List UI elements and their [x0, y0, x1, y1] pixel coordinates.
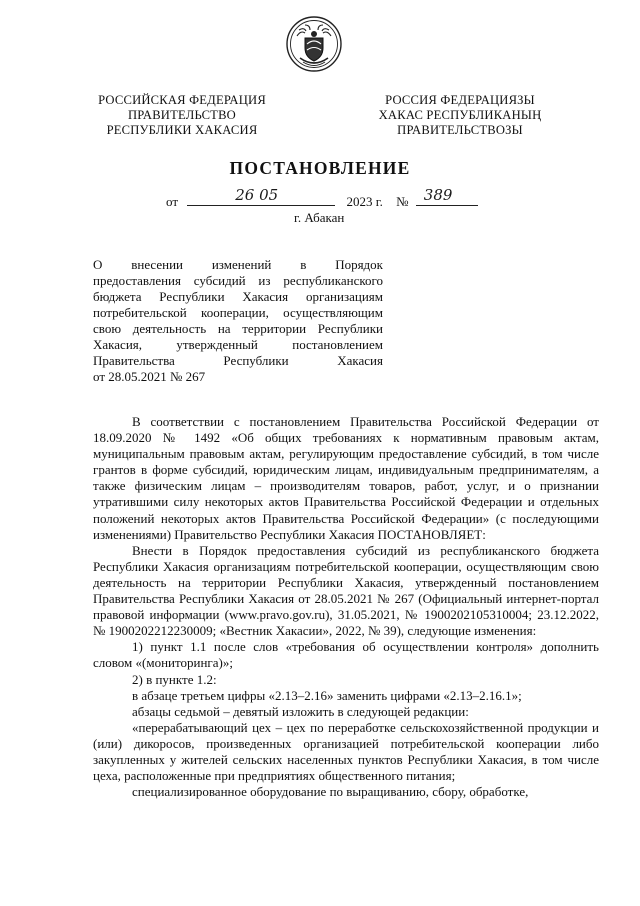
subject-line: Правительства Республики Хакасия [93, 353, 383, 368]
header-right-line: ХАКАС РЕСПУБЛИКАНЫҢ [378, 108, 542, 122]
date-number-line [166, 186, 478, 210]
number-field [416, 186, 478, 206]
handwritten-date: 26 05 [235, 186, 279, 204]
body-paragraph: специализированное оборудование по выращиванию, сбору, обработке, [132, 784, 529, 800]
header-right-block [362, 93, 558, 138]
body-paragraph: В соответствии с постановлением Правительства Российской Федерации от 18.09.2020 № 1492 «Об общих требованиях к нормативным правовым актам, муниципальным правовым актам, регулирующим предоставление субсидий, в том числе грантов в форме субсидий, юридическим лицам, индивидуальным предпринимателям, а также физическим лицам – производителям товаров, работ, услуг, и о признании утратившими силу некоторых актов Правительства Российской Федерации и отдельных положений некоторых актов Правительства Российской Федерации» (с последующими изменениями) Правительство Республики Хакасия ПОСТАНОВЛЯЕТ: [93, 414, 599, 542]
number-sign: № [396, 194, 409, 209]
body-paragraph: 1) пункт 1.1 после слов «требования об осуществлении контроля» дополнить словом «(мониторинга)»; [93, 639, 599, 671]
document-body [93, 414, 599, 800]
subject-line: бюджета Республики Хакасия организациям [93, 289, 383, 304]
header-right-line: ПРАВИТЕЛЬСТВОЗЫ [397, 123, 523, 137]
date-prefix: от [166, 194, 179, 209]
document-year: 2023 г. [346, 194, 383, 209]
header-left-line: РОССИЙСКАЯ ФЕДЕРАЦИЯ [98, 93, 266, 107]
body-paragraph: 2) в пункте 1.2: [132, 671, 217, 687]
subject-block [93, 257, 383, 385]
subject-line: О внесении изменений в Порядок [93, 257, 383, 272]
handwritten-number: 389 [423, 186, 453, 204]
document-title: ПОСТАНОВЛЕНИЕ [229, 158, 411, 178]
subject-line: потребительской кооперации, осуществляющим [93, 305, 383, 320]
header-right-line: РОССИЯ ФЕДЕРАЦИЯЗЫ [385, 93, 535, 107]
subject-line: предоставления субсидий из республиканского [93, 273, 383, 288]
header-left-line: РЕСПУБЛИКИ ХАКАСИЯ [106, 123, 258, 137]
body-paragraph: Внести в Порядок предоставления субсидий из республиканского бюджета Республики Хакасия организациям потребительской кооперации, осуществляющим свою деятельность на территории Республики Хакасия, утвержденный постановлением Правительства Республики Хакасия от 28.05.2021 № 267 (Официальный интернет-портал правовой информации (www.pravo.gov.ru), 31.05.2021, № 1900202105310004; 23.12.2022, № 1900202212230009; «Вестник Хакасии», 2022, № 39), следующие изменения: [93, 542, 599, 639]
coat-of-arms-emblem [285, 14, 343, 74]
subject-line: от 28.05.2021 № 267 [93, 369, 206, 384]
body-paragraph: в абзаце третьем цифры «2.13–2.16» заменить цифрами «2.13–2.16.1»; [132, 687, 522, 703]
header-left-line: ПРАВИТЕЛЬСТВО [128, 108, 236, 122]
header-left-block [84, 93, 280, 138]
subject-line: Хакасия, утвержденный постановлением [93, 337, 383, 352]
date-field [187, 186, 335, 206]
body-paragraph: «перерабатывающий цех – цех по переработке сельскохозяйственной продукции и (или) дикоросов, произведенных организацией потребительской кооперации либо закупленных у жителей сельских населенных пунктов Республики Хакасия, в том числе цеха, расположенные при предприятиях общественного питания; [93, 719, 599, 784]
subject-line: свою деятельность на территории Республики [93, 321, 383, 336]
city-name: г. Абакан [294, 210, 345, 225]
body-paragraph: абзацы седьмой – девятый изложить в следующей редакции: [132, 703, 469, 719]
